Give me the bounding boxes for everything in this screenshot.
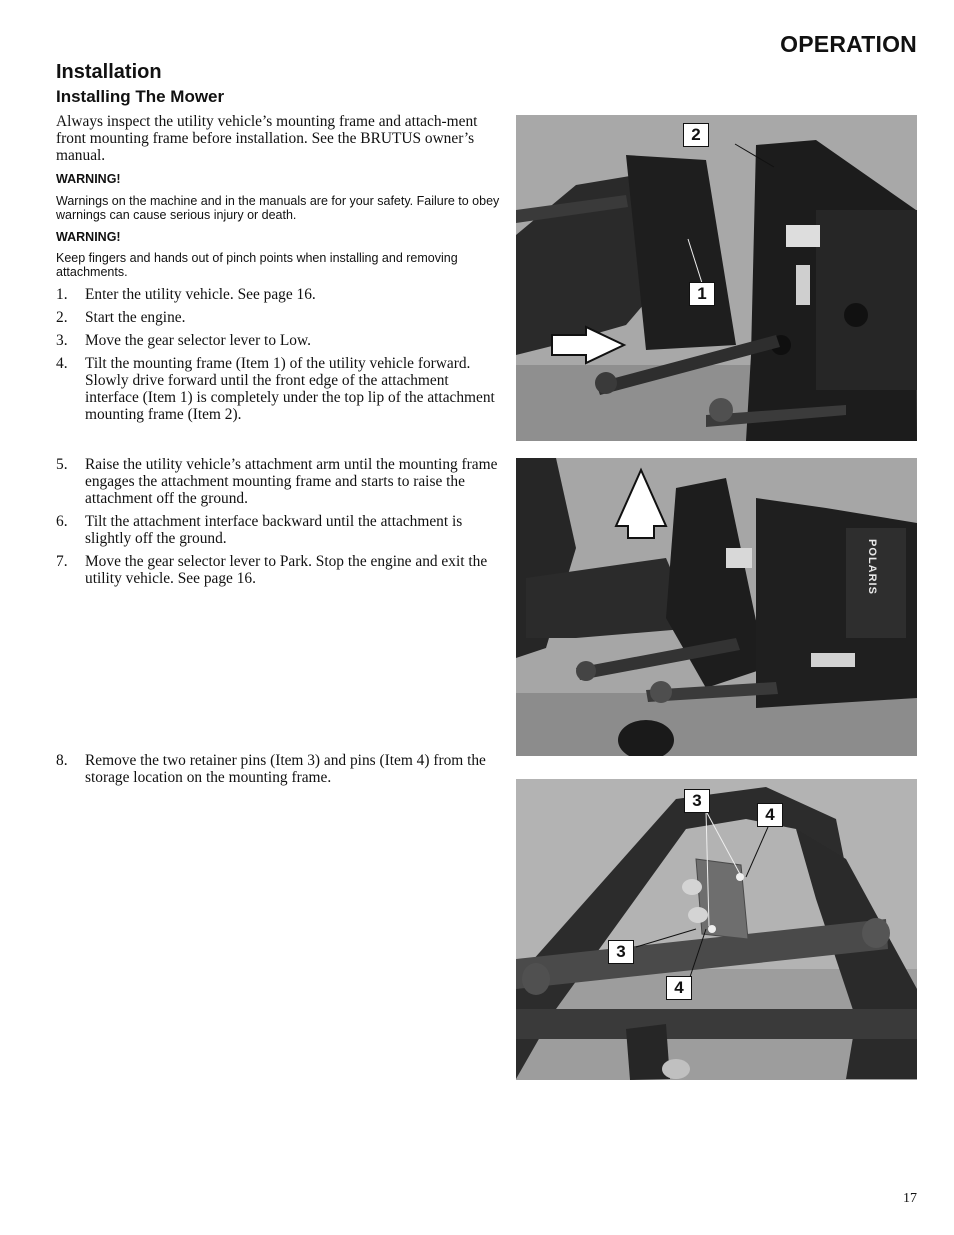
figure3-callout-item-3-top: 3 (684, 789, 710, 813)
step-text: Raise the utility vehicle’s attachment arm until the mounting frame engages the attachment mounting frame and starts to raise the attachment off the ground. (85, 456, 498, 507)
page-subtitle: Installing The Mower (56, 87, 225, 106)
step-text: Tilt the attachment interface backward until the attachment is slightly off the ground. (85, 513, 463, 547)
intro-paragraph: Always inspect the utility vehicle’s mounting frame and attach-ment front mounting frame before installation. See the BRUTUS owner’s manual. (56, 113, 478, 164)
polaris-brand-text: POLARIS (866, 539, 878, 595)
page-title: Installation (56, 61, 162, 83)
step-item (56, 286, 506, 303)
warning-text-2: Keep fingers and hands out of pinch points when installing and removing attachments. (56, 251, 458, 279)
figure-3-illustration (516, 779, 917, 1080)
figure-retainer-pins (516, 779, 917, 1080)
warning-label-1: WARNING! (56, 172, 121, 186)
step-text: Move the gear selector lever to Low. (85, 332, 311, 349)
step-item (56, 456, 506, 507)
steps-group-3 (56, 752, 506, 792)
figure-attachment-raised (516, 458, 917, 756)
figure1-callout-item-1: 1 (689, 282, 715, 306)
step-text: Start the engine. (85, 309, 186, 326)
step-text: Remove the two retainer pins (Item 3) and pins (Item 4) from the storage location on the mounting frame. (85, 752, 486, 786)
figure3-callout-item-4-bottom: 4 (666, 976, 692, 1000)
step-item (56, 332, 506, 349)
polaris-brand-decal (860, 513, 884, 633)
step-item (56, 513, 506, 547)
section-header: OPERATION (780, 31, 917, 57)
figure1-callout-item-2: 2 (683, 123, 709, 147)
step-text: Tilt the mounting frame (Item 1) of the utility vehicle forward. Slowly drive forward until the front edge of the attachment interface (Item 1) is completely under the top lip of the attachment mounting frame (Item 2). (85, 355, 495, 423)
step-item (56, 309, 506, 326)
steps-group-1 (56, 286, 506, 429)
figure3-callout-item-4-top: 4 (757, 803, 783, 827)
step-item (56, 355, 506, 423)
step-number: 4. (56, 355, 68, 372)
figure-1-illustration (516, 115, 917, 441)
figure-mounting-frame-approach (516, 115, 917, 441)
steps-group-2 (56, 456, 506, 593)
step-number: 3. (56, 332, 68, 349)
step-number: 5. (56, 456, 68, 473)
step-number: 6. (56, 513, 68, 530)
step-number: 1. (56, 286, 68, 303)
step-number: 2. (56, 309, 68, 326)
figure3-callout-item-3-bottom: 3 (608, 940, 634, 964)
step-item (56, 553, 506, 587)
step-text: Enter the utility vehicle. See page 16. (85, 286, 316, 303)
step-number: 7. (56, 553, 68, 570)
step-text: Move the gear selector lever to Park. Stop the engine and exit the utility vehicle. See page 16. (85, 553, 488, 587)
step-item (56, 752, 506, 786)
warning-text-1: Warnings on the machine and in the manuals are for your safety. Failure to obey warnings can cause serious injury or death. (56, 194, 500, 222)
figure-2-illustration (516, 458, 917, 756)
warning-label-2: WARNING! (56, 230, 121, 244)
step-number: 8. (56, 752, 68, 769)
page-number: 17 (903, 1191, 917, 1206)
